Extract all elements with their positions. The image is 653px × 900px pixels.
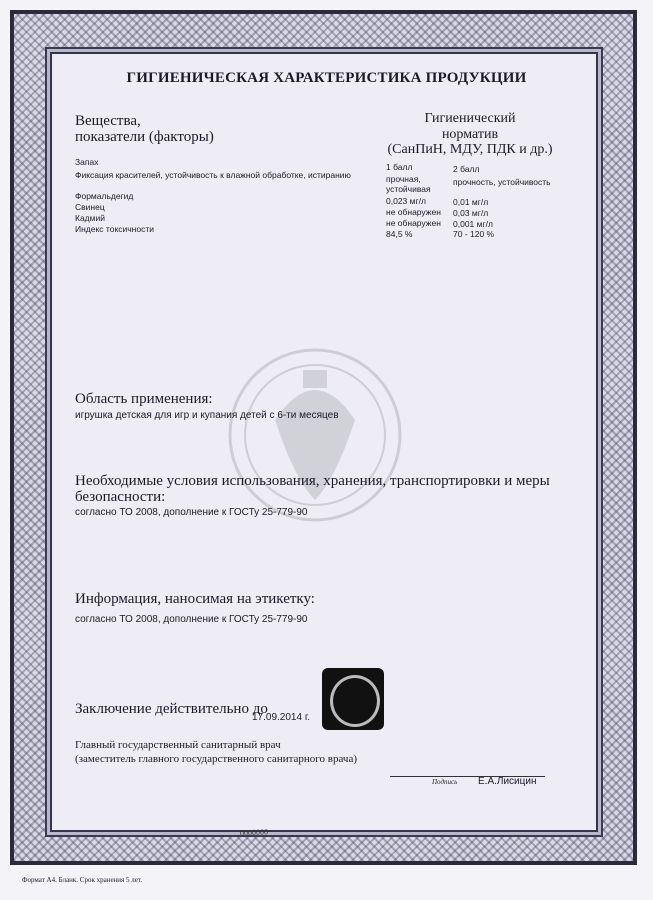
value1-formaldehyde: 0,023 мг/л bbox=[386, 196, 426, 206]
header-right-line2: норматив bbox=[441, 127, 499, 142]
indicator-cadmium: Кадмий bbox=[75, 213, 105, 223]
header-left-line1: Вещества, bbox=[75, 113, 141, 129]
footer-note: Формат А4. Бланк. Срок хранения 5 лет. bbox=[22, 876, 143, 884]
indicator-dye-fixation: Фиксация красителей, устойчивость к влажной обработке, истиранию bbox=[75, 170, 351, 180]
conditions-label-line1: Необходимые условия использования, хранения, транспортировки и меры bbox=[75, 473, 550, 489]
indicator-lead: Свинец bbox=[75, 202, 105, 212]
value2-formaldehyde: 0,01 мг/л bbox=[453, 197, 489, 207]
value2-lead: 0,03 мг/л bbox=[453, 208, 489, 218]
value1-dye-b: устойчивая bbox=[386, 184, 431, 194]
document-title: ГИГИЕНИЧЕСКАЯ ХАРАКТЕРИСТИКА ПРОДУКЦИИ bbox=[126, 70, 527, 86]
form-number: 0000000 bbox=[239, 827, 269, 838]
signer-title-line2: (заместитель главного государственного санитарного врача) bbox=[75, 753, 358, 765]
header-left-line2: показатели (факторы) bbox=[75, 129, 214, 145]
stamp-seal-icon bbox=[322, 668, 384, 730]
value2-toxicity: 70 - 120 % bbox=[453, 229, 495, 239]
scope-value: игрушка детская для игр и купания детей с 6-ти месяцев bbox=[75, 410, 339, 421]
value1-lead: не обнаружен bbox=[386, 207, 441, 217]
conclusion-label: Заключение действительно до bbox=[75, 701, 268, 717]
value1-cadmium: не обнаружен bbox=[386, 218, 441, 228]
header-right-line1: Гигиенический bbox=[424, 111, 516, 126]
value1-toxicity: 84,5 % bbox=[386, 229, 413, 239]
indicator-toxicity-index: Индекс токсичности bbox=[75, 224, 154, 234]
signer-title-line1: Главный государственный санитарный врач bbox=[75, 739, 281, 751]
emblem-watermark-icon bbox=[215, 340, 415, 530]
value2-dye: прочность, устойчивость bbox=[453, 177, 551, 187]
label-info-value: согласно ТО 2008, дополнение к ГОСТу 25-779-90 bbox=[75, 614, 308, 625]
conditions-value: согласно ТО 2008, дополнение к ГОСТу 25-779-90 bbox=[75, 507, 308, 518]
scope-label: Область применения: bbox=[75, 391, 213, 407]
signature-caption: Подпись bbox=[432, 778, 458, 786]
header-right-line3: (СанПиН, МДУ, ПДК и др.) bbox=[387, 142, 553, 157]
value2-cadmium: 0,001 мг/л bbox=[453, 219, 493, 229]
value2-smell: 2 балл bbox=[453, 164, 480, 174]
value1-smell: 1 балл bbox=[386, 162, 413, 172]
label-info-label: Информация, наносимая на этикетку: bbox=[75, 591, 315, 607]
conditions-label-line2: безопасности: bbox=[75, 489, 166, 505]
conclusion-date: 17.09.2014 г. bbox=[252, 712, 311, 723]
indicator-formaldehyde: Формальдегид bbox=[75, 191, 134, 201]
signer-name: Е.А.Лисицин bbox=[478, 776, 537, 787]
value1-dye-a: прочная, bbox=[386, 174, 421, 184]
indicator-smell: Запах bbox=[75, 157, 99, 167]
